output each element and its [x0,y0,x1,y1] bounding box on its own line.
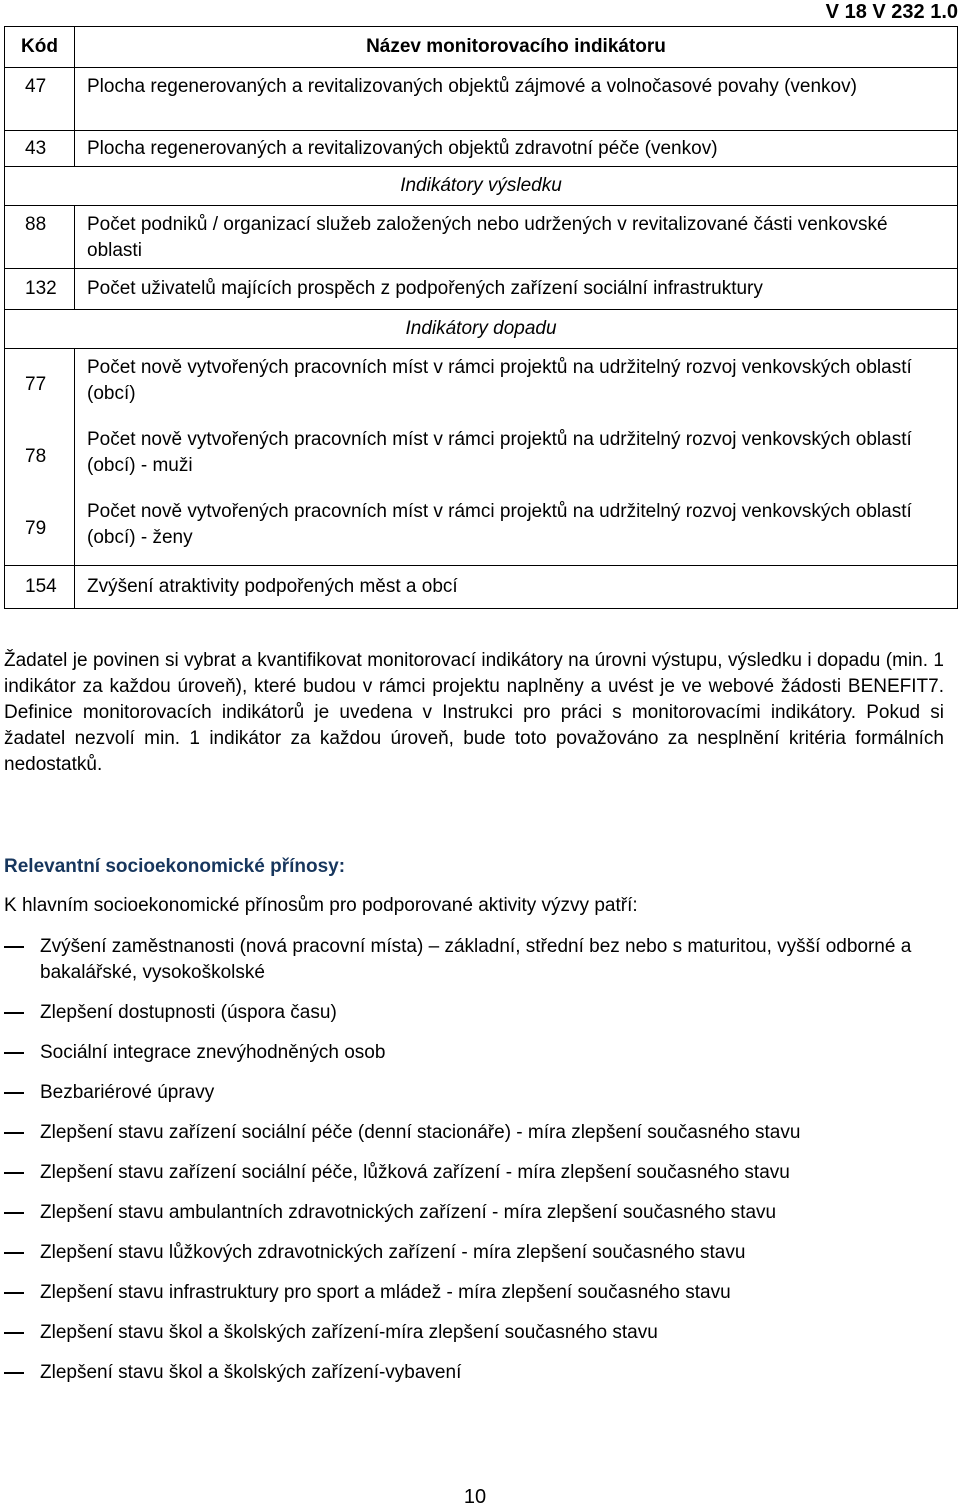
list-item-text: Bezbariérové úpravy [40,1082,215,1103]
list-item-text: Zlepšení stavu lůžkových zdravotnických zařízení - míra zlepšení současného stavu [40,1242,746,1263]
requirements-paragraph: Žadatel je povinen si vybrat a kvantifikovat monitorovací indikátory na úrovni výstupu, výsledku i dopadu (min. 1 indikátor za každou úroveň), které budou v rámci projektu naplněny a uvést je ve webové žádosti BENEFIT7. Definice monitorovacích indikátorů je uvedena v Instrukci pro práci s monitorovacími indikátory. Pokud si žadatel nezvolí min. 1 indikátor za každou úroveň, bude toto považováno za nesplnění kritéria formálních nedostatků. [4,650,944,775]
list-item-text: Zlepšení stavu zařízení sociální péče, lůžková zařízení - míra zlepšení současného stavu [40,1162,790,1183]
indicator-name: Počet podniků / organizací služeb založených nebo udržených v revitalizované části venkovské oblasti [75,206,958,269]
dash-bullet-icon [4,1012,24,1014]
list-item-text: Zlepšení dostupnosti (úspora času) [40,1002,337,1023]
list-item [4,1200,944,1226]
indicator-code: 132 [5,269,75,310]
dash-bullet-icon [4,1172,24,1174]
table-row [5,493,958,566]
benefits-list [4,934,944,1400]
benefits-intro: K hlavním socioekonomické přínosům pro podporované aktivity výzvy patří: [4,895,638,916]
indicator-code: 78 [5,421,75,493]
table-row [5,349,958,422]
table-row [5,269,958,310]
list-item-text: Zlepšení stavu ambulantních zdravotnických zařízení - míra zlepšení současného stavu [40,1202,777,1223]
list-item [4,1280,944,1306]
header-code: Kód [5,27,75,68]
list-item-text: Zvýšení zaměstnanosti (nová pracovní místa) – základní, střední bez nebo s maturitou, vyšší odborné a bakalářské, vysokoškolské [40,936,912,983]
page-number: 10 [463,1486,487,1508]
section-row-result [5,167,958,206]
indicator-name: Plocha regenerovaných a revitalizovaných objektů zájmové a volnočasové povahy (venkov) [75,68,958,131]
list-item [4,1080,944,1106]
table-row [5,68,958,131]
indicator-name: Počet nově vytvořených pracovních míst v rámci projektů na udržitelný rozvoj venkovských oblastí (obcí) [75,349,958,422]
table-row [5,566,958,609]
list-item [4,1360,944,1386]
dash-bullet-icon [4,1252,24,1254]
list-item [4,1120,944,1146]
section-row-impact [5,310,958,349]
indicator-code: 43 [5,131,75,167]
header-name: Název monitorovacího indikátoru [75,27,958,68]
list-item [4,1240,944,1266]
table-row [5,131,958,167]
indicator-name: Zvýšení atraktivity podpořených měst a obcí [75,566,958,609]
indicator-name: Počet uživatelů majících prospěch z podpořených zařízení sociální infrastruktury [75,269,958,310]
indicator-table [4,26,958,609]
indicator-code: 154 [5,566,75,609]
dash-bullet-icon [4,1132,24,1134]
dash-bullet-icon [4,1332,24,1334]
indicator-code: 77 [5,349,75,422]
dash-bullet-icon [4,1052,24,1054]
indicator-name: Počet nově vytvořených pracovních míst v rámci projektů na udržitelný rozvoj venkovských oblastí (obcí) - ženy [75,493,958,566]
section-title-impact: Indikátory dopadu [5,310,958,349]
list-item [4,934,944,986]
list-item-text: Zlepšení stavu zařízení sociální péče (denní stacionáře) - míra zlepšení současného stavu [40,1122,801,1143]
list-item-text: Sociální integrace znevýhodněných osob [40,1042,386,1063]
indicator-code: 88 [5,206,75,269]
list-item [4,1000,944,1026]
list-item [4,1320,944,1346]
list-item [4,1040,944,1066]
dash-bullet-icon [4,946,24,948]
benefits-heading: Relevantní socioekonomické přínosy: [4,856,346,877]
indicator-code: 47 [5,68,75,131]
dash-bullet-icon [4,1372,24,1374]
list-item [4,1160,944,1186]
indicator-name: Počet nově vytvořených pracovních míst v rámci projektů na udržitelný rozvoj venkovských oblastí (obcí) - muži [75,421,958,493]
table-row [5,206,958,269]
dash-bullet-icon [4,1092,24,1094]
document-version: V 18 V 232 1.0 [825,1,958,23]
list-item-text: Zlepšení stavu škol a školských zařízení-míra zlepšení současného stavu [40,1322,658,1343]
dash-bullet-icon [4,1212,24,1214]
list-item-text: Zlepšení stavu škol a školských zařízení-vybavení [40,1362,462,1383]
indicator-name: Plocha regenerovaných a revitalizovaných objektů zdravotní péče (venkov) [75,131,958,167]
table-header-row [5,27,958,68]
indicator-code: 79 [5,493,75,566]
table-row [5,421,958,493]
list-item-text: Zlepšení stavu infrastruktury pro sport a mládež - míra zlepšení současného stavu [40,1282,731,1303]
dash-bullet-icon [4,1292,24,1294]
section-title-result: Indikátory výsledku [5,167,958,206]
